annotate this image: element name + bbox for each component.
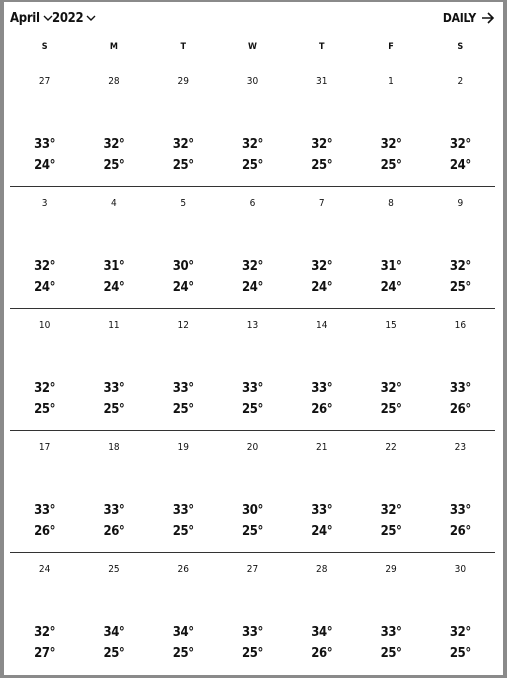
day-cell[interactable] bbox=[426, 64, 495, 186]
weekday-label: M bbox=[109, 42, 118, 52]
day-cell[interactable] bbox=[79, 308, 148, 430]
day-number: 15 bbox=[385, 320, 397, 331]
day-cell[interactable] bbox=[149, 308, 218, 430]
day-number: 17 bbox=[38, 442, 51, 453]
day-number: 29 bbox=[385, 564, 397, 575]
high-temp: 33° bbox=[311, 381, 333, 396]
high-temp: 33° bbox=[34, 137, 56, 152]
day-cell[interactable] bbox=[426, 186, 495, 308]
day-number: 26 bbox=[177, 564, 189, 575]
high-temp: 31° bbox=[103, 259, 125, 274]
low-temp: 25° bbox=[172, 402, 194, 417]
high-temp: 32° bbox=[380, 381, 402, 396]
low-temp: 25° bbox=[380, 402, 402, 417]
day-cell[interactable] bbox=[10, 430, 79, 552]
high-temp: 30° bbox=[172, 259, 194, 274]
day-cell[interactable] bbox=[356, 308, 425, 430]
day-cell[interactable] bbox=[356, 430, 425, 552]
low-temp: 25° bbox=[103, 402, 125, 417]
week-row bbox=[10, 552, 495, 674]
day-cell[interactable] bbox=[79, 552, 148, 674]
low-temp: 24° bbox=[34, 158, 56, 173]
low-temp: 27° bbox=[34, 646, 56, 661]
day-cell[interactable] bbox=[10, 552, 79, 674]
high-temp: 32° bbox=[311, 137, 333, 152]
high-temp: 33° bbox=[242, 625, 263, 640]
week-row bbox=[10, 64, 495, 187]
high-temp: 33° bbox=[311, 503, 333, 518]
week-row bbox=[10, 308, 495, 431]
high-temp: 31° bbox=[380, 259, 402, 274]
day-number: 8 bbox=[388, 198, 394, 209]
day-cell[interactable] bbox=[218, 552, 287, 674]
week-row bbox=[10, 186, 495, 309]
weekday-label: T bbox=[180, 42, 186, 52]
high-temp: 32° bbox=[449, 137, 471, 152]
low-temp: 25° bbox=[172, 158, 194, 173]
low-temp: 26° bbox=[103, 524, 125, 539]
low-temp: 24° bbox=[34, 280, 56, 295]
year-label: 2022 bbox=[52, 10, 84, 26]
high-temp: 32° bbox=[34, 259, 56, 274]
day-number: 16 bbox=[454, 320, 467, 331]
high-temp: 33° bbox=[172, 381, 194, 396]
low-temp: 26° bbox=[449, 524, 471, 539]
high-temp: 32° bbox=[34, 625, 56, 640]
day-cell[interactable] bbox=[218, 186, 287, 308]
low-temp: 26° bbox=[449, 402, 471, 417]
high-temp: 34° bbox=[311, 625, 333, 640]
day-cell[interactable] bbox=[426, 430, 495, 552]
day-number: 13 bbox=[246, 320, 259, 331]
day-number: 11 bbox=[108, 320, 120, 331]
low-temp: 24° bbox=[380, 280, 402, 295]
high-temp: 33° bbox=[380, 625, 402, 640]
low-temp: 25° bbox=[103, 158, 125, 173]
low-temp: 25° bbox=[449, 280, 471, 295]
day-number: 25 bbox=[108, 564, 120, 575]
day-cell[interactable] bbox=[149, 430, 218, 552]
day-number: 18 bbox=[108, 442, 120, 453]
weekday-label: W bbox=[248, 42, 257, 52]
weekday-header bbox=[10, 42, 495, 56]
day-number: 29 bbox=[177, 76, 189, 87]
day-cell[interactable] bbox=[10, 308, 79, 430]
month-selector[interactable] bbox=[10, 9, 54, 27]
day-cell[interactable] bbox=[287, 64, 356, 186]
low-temp: 25° bbox=[34, 402, 56, 417]
high-temp: 32° bbox=[311, 259, 333, 274]
weekday-label: F bbox=[388, 42, 394, 52]
low-temp: 24° bbox=[103, 280, 125, 295]
high-temp: 34° bbox=[172, 625, 194, 640]
high-temp: 32° bbox=[34, 381, 56, 396]
day-cell[interactable] bbox=[10, 186, 79, 308]
day-cell[interactable] bbox=[356, 552, 425, 674]
high-temp: 33° bbox=[34, 503, 56, 518]
day-cell[interactable] bbox=[79, 64, 148, 186]
day-cell[interactable] bbox=[287, 430, 356, 552]
day-number: 9 bbox=[457, 198, 464, 209]
year-selector[interactable] bbox=[52, 9, 97, 27]
day-number: 20 bbox=[246, 442, 259, 453]
day-number: 24 bbox=[38, 564, 51, 575]
day-number: 28 bbox=[108, 76, 120, 87]
weekday-label: T bbox=[319, 42, 325, 52]
low-temp: 24° bbox=[311, 524, 333, 539]
high-temp: 34° bbox=[103, 625, 125, 640]
high-temp: 32° bbox=[103, 137, 125, 152]
high-temp: 32° bbox=[172, 137, 194, 152]
high-temp: 32° bbox=[380, 137, 402, 152]
daily-view-link[interactable] bbox=[443, 9, 495, 27]
day-number: 27 bbox=[246, 564, 259, 575]
low-temp: 24° bbox=[311, 280, 333, 295]
day-number: 2 bbox=[457, 76, 464, 87]
day-cell[interactable] bbox=[356, 64, 425, 186]
low-temp: 24° bbox=[449, 158, 471, 173]
high-temp: 33° bbox=[103, 381, 125, 396]
low-temp: 25° bbox=[380, 524, 402, 539]
day-cell[interactable] bbox=[287, 308, 356, 430]
calendar-header bbox=[0, 0, 507, 36]
weekday-label: S bbox=[457, 42, 464, 52]
low-temp: 25° bbox=[103, 646, 125, 661]
low-temp: 26° bbox=[34, 524, 56, 539]
day-number: 12 bbox=[177, 320, 189, 331]
day-cell[interactable] bbox=[218, 64, 287, 186]
high-temp: 33° bbox=[449, 503, 471, 518]
high-temp: 33° bbox=[242, 381, 263, 396]
day-cell[interactable] bbox=[218, 308, 287, 430]
day-number: 19 bbox=[177, 442, 189, 453]
low-temp: 25° bbox=[172, 646, 194, 661]
day-number: 30 bbox=[246, 76, 259, 87]
high-temp: 33° bbox=[103, 503, 125, 518]
day-number: 30 bbox=[454, 564, 467, 575]
high-temp: 30° bbox=[242, 503, 263, 518]
high-temp: 33° bbox=[449, 381, 471, 396]
low-temp: 25° bbox=[242, 402, 263, 417]
day-cell[interactable] bbox=[356, 186, 425, 308]
day-number: 1 bbox=[388, 76, 394, 87]
low-temp: 24° bbox=[172, 280, 194, 295]
high-temp: 32° bbox=[242, 259, 263, 274]
day-cell[interactable] bbox=[426, 308, 495, 430]
high-temp: 33° bbox=[172, 503, 194, 518]
low-temp: 25° bbox=[242, 524, 263, 539]
day-number: 6 bbox=[249, 198, 256, 209]
month-label: April bbox=[10, 10, 40, 26]
day-cell[interactable] bbox=[79, 430, 148, 552]
day-cell[interactable] bbox=[149, 64, 218, 186]
day-number: 27 bbox=[38, 76, 51, 87]
day-number: 3 bbox=[41, 198, 48, 209]
low-temp: 25° bbox=[242, 646, 263, 661]
day-cell[interactable] bbox=[149, 186, 218, 308]
day-cell[interactable] bbox=[287, 186, 356, 308]
low-temp: 25° bbox=[311, 158, 333, 173]
day-cell[interactable] bbox=[426, 552, 495, 674]
high-temp: 32° bbox=[242, 137, 263, 152]
low-temp: 25° bbox=[380, 158, 402, 173]
low-temp: 26° bbox=[311, 402, 333, 417]
day-number: 22 bbox=[385, 442, 397, 453]
arrow-right-icon bbox=[481, 12, 495, 24]
high-temp: 32° bbox=[449, 259, 471, 274]
weekday-label: S bbox=[41, 42, 48, 52]
day-cell[interactable] bbox=[287, 552, 356, 674]
daily-view-label: DAILY bbox=[442, 11, 476, 25]
low-temp: 25° bbox=[172, 524, 194, 539]
day-number: 31 bbox=[316, 76, 328, 87]
low-temp: 26° bbox=[311, 646, 333, 661]
day-number: 4 bbox=[111, 198, 117, 209]
day-number: 28 bbox=[316, 564, 328, 575]
low-temp: 25° bbox=[449, 646, 471, 661]
day-number: 14 bbox=[316, 320, 328, 331]
day-cell[interactable] bbox=[79, 186, 148, 308]
chevron-down-icon bbox=[85, 12, 97, 24]
day-number: 23 bbox=[454, 442, 467, 453]
low-temp: 25° bbox=[242, 158, 263, 173]
day-cell[interactable] bbox=[218, 430, 287, 552]
day-number: 21 bbox=[316, 442, 328, 453]
low-temp: 25° bbox=[380, 646, 402, 661]
day-number: 7 bbox=[318, 198, 325, 209]
high-temp: 32° bbox=[449, 625, 471, 640]
day-number: 10 bbox=[38, 320, 51, 331]
day-cell[interactable] bbox=[149, 552, 218, 674]
day-number: 5 bbox=[180, 198, 187, 209]
day-cell[interactable] bbox=[10, 64, 79, 186]
week-row bbox=[10, 430, 495, 553]
low-temp: 24° bbox=[242, 280, 263, 295]
high-temp: 32° bbox=[380, 503, 402, 518]
